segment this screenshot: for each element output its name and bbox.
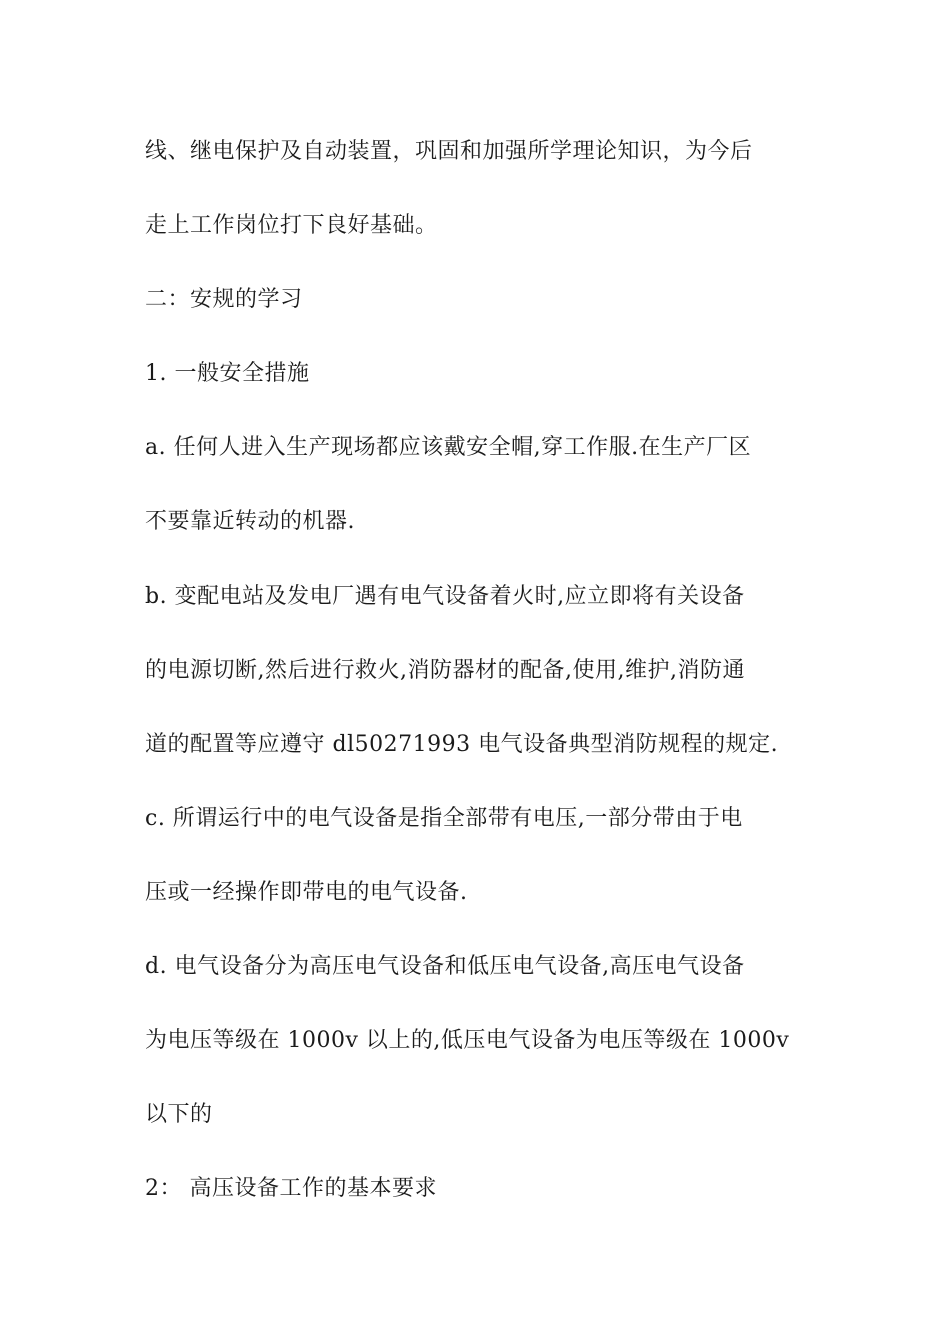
- text-line: 压或一经操作即带电的电气设备.: [145, 880, 468, 905]
- subsection-heading: 2： 高压设备工作的基本要求: [145, 1176, 437, 1201]
- text-line: 为电压等级在 1000v 以上的,低压电气设备为电压等级在 1000v: [145, 1028, 790, 1053]
- text-line: 的电源切断,然后进行救火,消防器材的配备,使用,维护,消防通: [145, 658, 745, 683]
- text-line: 走上工作岗位打下良好基础。: [145, 213, 438, 238]
- section-heading: 二：安规的学习: [145, 287, 303, 312]
- text-line: 线、继电保护及自动装置，巩固和加强所学理论知识，为今后: [145, 139, 753, 164]
- text-line: 不要靠近转动的机器.: [145, 509, 355, 534]
- subsection-heading: 1. 一般安全措施: [145, 361, 310, 386]
- text-line: a. 任何人进入生产现场都应该戴安全帽,穿工作服.在生产厂区: [145, 435, 752, 460]
- text-line: d. 电气设备分为高压电气设备和低压电气设备,高压电气设备: [145, 954, 745, 979]
- text-line: b. 变配电站及发电厂遇有电气设备着火时,应立即将有关设备: [145, 584, 745, 609]
- text-line: 道的配置等应遵守 dl50271993 电气设备典型消防规程的规定.: [145, 732, 779, 757]
- text-line: c. 所谓运行中的电气设备是指全部带有电压,一部分带由于电: [145, 806, 743, 831]
- text-line: 以下的: [145, 1102, 213, 1127]
